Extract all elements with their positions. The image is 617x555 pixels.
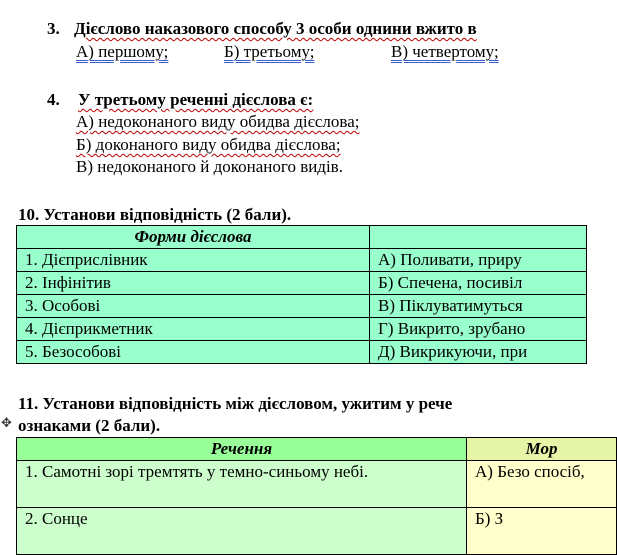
question-text: Дієслово наказового способу 3 особи однини вжито в — [74, 19, 477, 38]
task11-title-line1: 11. Установи відповідність між дієсловом, ужитим у рече — [18, 394, 453, 413]
task10-left-4: 4. Дієприкметник — [17, 318, 370, 341]
task10-left-3: 3. Особові — [17, 295, 370, 318]
q3-option-a: А) першому; — [76, 42, 169, 61]
table-row — [17, 508, 617, 555]
task10-left-5: 5. Безособові — [17, 341, 370, 364]
task11-header-right: Мор — [467, 438, 617, 461]
question-number: 3. — [47, 19, 60, 38]
q4-option-c: В) недоконаного й доконаного видів. — [76, 157, 343, 176]
q3-option-c: В) четвертому; — [391, 42, 499, 61]
question-number: 4. — [47, 90, 60, 109]
q3-option-b: Б) третьому; — [224, 42, 315, 61]
question-text: У третьому реченні дієслова є: — [78, 90, 314, 109]
task10-right-c: В) Піклуватимуться — [370, 295, 587, 318]
table-move-handle-icon[interactable]: ✥ — [1, 415, 12, 430]
task10-header-left: Форми дієслова — [17, 226, 370, 249]
task10-table — [16, 225, 587, 364]
task10-left-1: 1. Дієприслівник — [17, 249, 370, 272]
task11-right-b: Б) З — [467, 508, 617, 555]
table-row — [17, 249, 587, 272]
task11-table — [16, 437, 617, 555]
task10-right-a: А) Поливати, приру — [370, 249, 587, 272]
task10-right-b: Б) Спечена, посивіл — [370, 272, 587, 295]
task10-right-d: Г) Викрито, зрубано — [370, 318, 587, 341]
task10-right-e: Д) Викрикуючи, при — [370, 341, 587, 364]
table-row — [17, 272, 587, 295]
task11-right-a: А) Безо спосіб, — [467, 461, 617, 508]
q4-option-b: Б) доконаного виду обидва дієслова; — [76, 135, 341, 154]
table-row — [17, 318, 587, 341]
task10-title: 10. Установи відповідність (2 бали). — [18, 205, 292, 224]
table-row — [17, 295, 587, 318]
table-row — [17, 461, 617, 508]
task11-left-2: 2. Сонце — [17, 508, 467, 555]
task11-title-line2: ознаками (2 бали). — [18, 416, 161, 435]
task10-header-right — [370, 226, 587, 249]
task11-header-left: Речення — [17, 438, 467, 461]
table-row — [17, 341, 587, 364]
q4-option-a: А) недоконаного виду обидва дієслова; — [76, 112, 360, 131]
task10-left-2: 2. Інфінітив — [17, 272, 370, 295]
task11-left-1: 1. Самотні зорі тремтять у темно-синьому небі. — [17, 461, 467, 508]
